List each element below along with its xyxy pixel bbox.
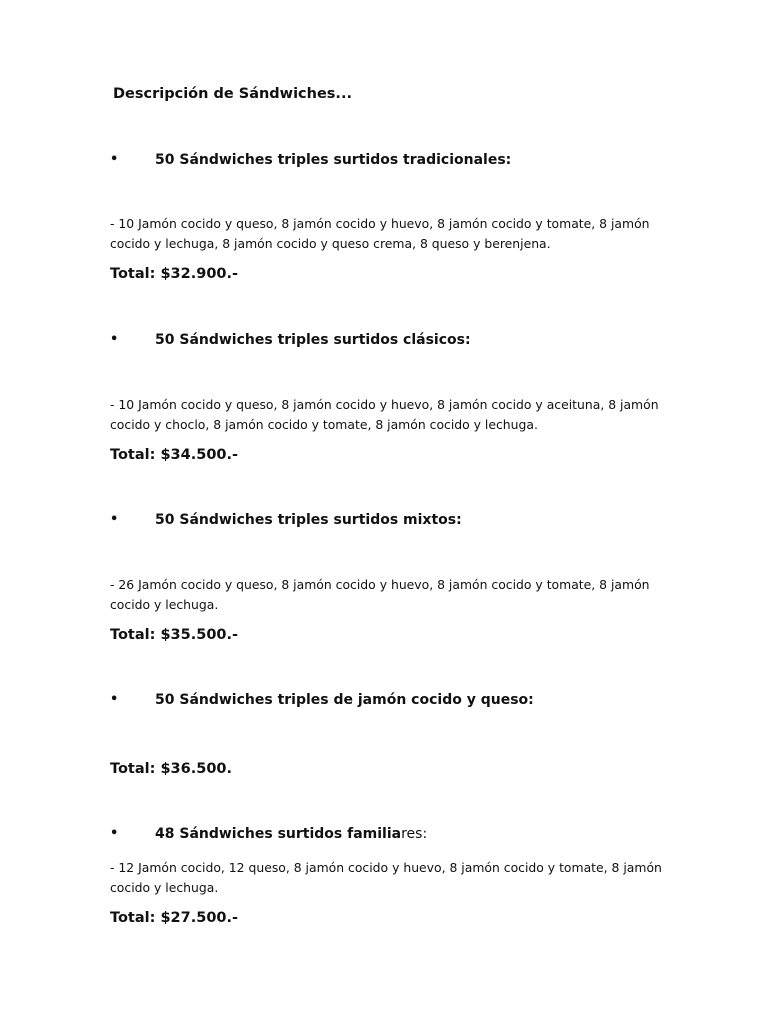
- item-description: - 10 Jamón cocido y queso, 8 jamón cocido y huevo, 8 jamón cocido y tomate, 8 jamón cocido y lechuga, 8 jamón cocido y queso crema, 8 queso y berenjena.: [110, 216, 650, 251]
- item-total: Total: $34.500.-: [110, 447, 239, 463]
- item-description: - 26 Jamón cocido y queso, 8 jamón cocido y huevo, 8 jamón cocido y tomate, 8 jamón cocido y lechuga.: [110, 577, 650, 612]
- list-item: [0, 826, 768, 848]
- list-item: [0, 512, 768, 534]
- item-heading: 50 Sándwiches triples surtidos tradicionales:: [155, 152, 512, 168]
- bullet-icon: •: [110, 152, 119, 167]
- item-heading: 50 Sándwiches triples de jamón cocido y queso:: [155, 692, 534, 708]
- item-total: Total: $32.900.-: [110, 266, 239, 282]
- bullet-icon: •: [110, 332, 119, 347]
- list-item: [0, 152, 768, 174]
- item-description: - 10 Jamón cocido y queso, 8 jamón cocido y huevo, 8 jamón cocido y aceituna, 8 jamón cocido y choclo, 8 jamón cocido y tomate, 8 jamón cocido y lechuga.: [110, 397, 659, 432]
- bullet-icon: •: [110, 692, 119, 707]
- list-item: [0, 332, 768, 354]
- document-title: Descripción de Sándwiches...: [113, 86, 352, 102]
- item-heading: 50 Sándwiches triples surtidos clásicos:: [155, 332, 471, 348]
- bullet-icon: •: [110, 512, 119, 527]
- item-total: Total: $36.500.: [110, 761, 233, 777]
- item-heading: 48 Sándwiches surtidos familiares:: [155, 826, 428, 842]
- item-total: Total: $35.500.-: [110, 627, 239, 643]
- item-heading: 50 Sándwiches triples surtidos mixtos:: [155, 512, 462, 528]
- list-item: [0, 692, 768, 714]
- bullet-icon: •: [110, 826, 119, 841]
- item-description: - 12 Jamón cocido, 12 queso, 8 jamón cocido y huevo, 8 jamón cocido y tomate, 8 jamón cocido y lechuga.: [110, 860, 662, 895]
- item-total: Total: $27.500.-: [110, 910, 239, 926]
